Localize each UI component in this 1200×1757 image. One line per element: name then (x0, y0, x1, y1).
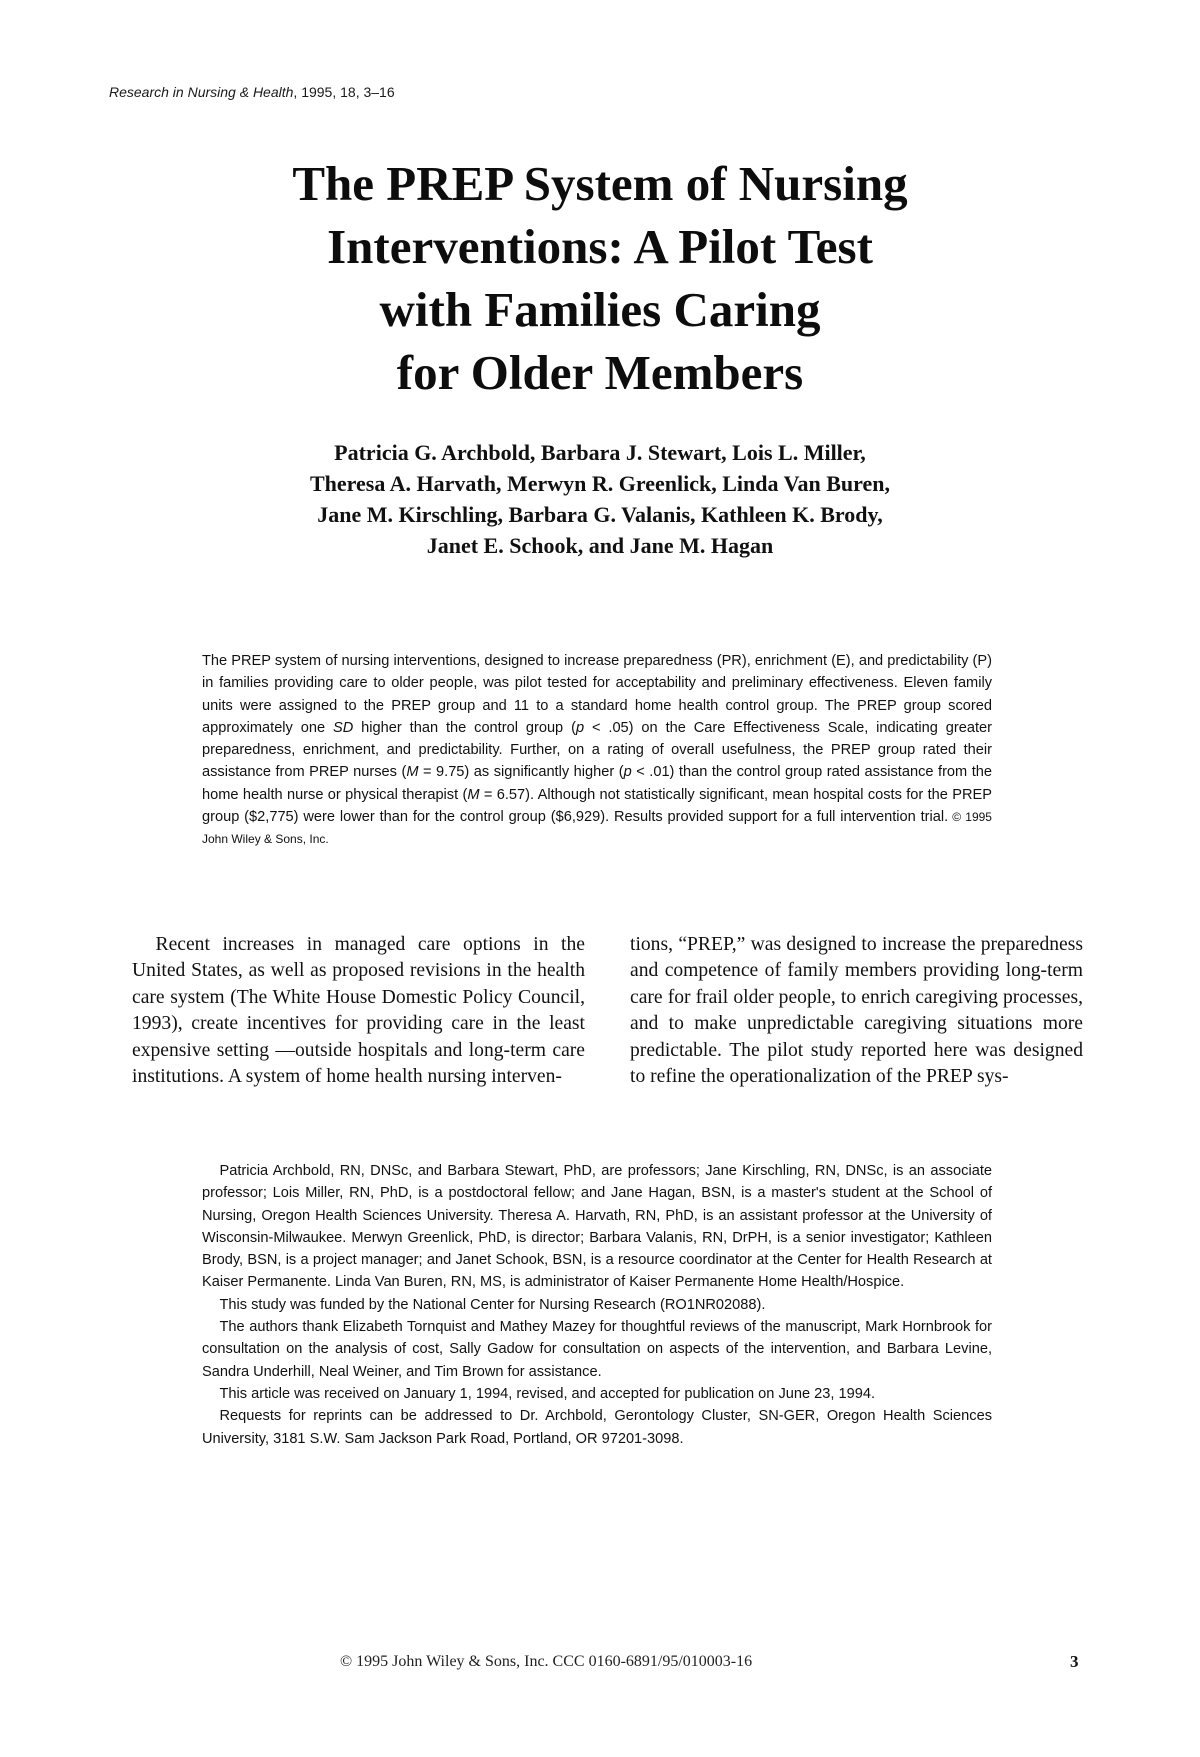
abstract-symbol: p (623, 764, 632, 781)
article-title (130, 152, 1070, 404)
body-paragraph: tions, “PREP,” was designed to increase the preparedness and competence of family members providing long-term care for frail older people, to enrich caregiving processes, and to make unpredictable caregiving situations more predictable. The pilot study reported here was designed to refine the operationalization of the PREP sys- (630, 934, 1083, 1088)
footer-copyright: © 1995 John Wiley & Sons, Inc. CCC 0160-6891/95/010003-16 (340, 1653, 753, 1670)
body-column-left (132, 932, 585, 1090)
footnote-reprints: Requests for reprints can be addressed to Dr. Archbold, Gerontology Cluster, SN-GER, Oregon Health Sciences University, 3181 S.W. Sam Jackson Park Road, Portland, OR 97201-3098. (202, 1408, 992, 1447)
footnote-received: This article was received on January 1, 1994, revised, and accepted for publication on June 23, 1994. (219, 1385, 876, 1402)
footnotes (202, 1160, 992, 1450)
author-line: Jane M. Kirschling, Barbara G. Valanis, Kathleen K. Brody, (317, 502, 883, 527)
author-list (130, 437, 1070, 561)
abstract-symbol: M (406, 764, 419, 781)
author-line: Patricia G. Archbold, Barbara J. Stewart, Lois L. Miller, (334, 440, 866, 465)
body-column-right (630, 932, 1083, 1090)
abstract-text: < .05) on the Care Effectiveness Scale, indicating greater preparedness, enrichment, and predictability. Further, on a rating of overall usefulness, the PREP group rated their assistance from PREP nurses ( (202, 719, 992, 781)
title-line: The PREP System of Nursing (292, 156, 908, 211)
journal-name: Research in Nursing & Health (109, 84, 294, 100)
abstract-symbol: SD (333, 719, 354, 736)
footnote-acknowledgments: The authors thank Elizabeth Tornquist and Mathey Mazey for thoughtful reviews of the manuscript, Mark Hornbrook for consultation on the analysis of cost, Sally Gadow for consultation on aspects of the intervention, and Barbara Levine, Sandra Underhill, Neal Weiner, and Tim Brown for assistance. (202, 1319, 992, 1380)
body-paragraph: Recent increases in managed care options in the United States, as well as proposed revisions in the health care system (The White House Domestic Policy Council, 1993), create incentives for providing care in the least expensive setting —outside hospitals and long-term care institutions. A system of home health nursing interven- (132, 934, 585, 1088)
abstract-text: higher than the control group ( (353, 719, 576, 736)
abstract-copyright: © 1995 John Wiley & Sons, Inc. (202, 810, 992, 847)
title-line: for Older Members (396, 345, 804, 400)
title-line: Interventions: A Pilot Test (327, 219, 873, 274)
abstract-text: = 9.75) as significantly higher ( (418, 764, 624, 781)
abstract-text: = 6.57). Although not statistically significant, mean hospital costs for the PREP group ($2,775) were lower than for the control group ($6,929). Results provided support for a full intervention trial. (202, 786, 992, 826)
page-number: 3 (1070, 1652, 1079, 1671)
abstract-text: The PREP system of nursing interventions, designed to increase preparedness (PR), enrichment (E), and predictability (P) in families providing care to older people, was pilot tested for acceptability and preliminary effectiveness. Eleven family units were assigned to the PREP group and 11 to a standard home health control group. The PREP group scored approximately one (202, 653, 992, 736)
footnote-funding: This study was funded by the National Center for Nursing Research (RO1NR02088). (219, 1296, 766, 1313)
journal-citation (109, 84, 395, 100)
abstract-symbol: M (467, 786, 480, 803)
author-line: Janet E. Schook, and Jane M. Hagan (426, 533, 774, 558)
author-line: Theresa A. Harvath, Merwyn R. Greenlick, Linda Van Buren, (310, 471, 890, 496)
title-line: with Families Caring (379, 282, 821, 337)
abstract-text: < .01) than the control group rated assistance from the home health nurse or physical therapist ( (202, 764, 992, 803)
abstract (202, 650, 992, 851)
journal-volume-pages: , 1995, 18, 3–16 (293, 84, 395, 100)
footnote-affiliations: Patricia Archbold, RN, DNSc, and Barbara Stewart, PhD, are professors; Jane Kirschling, RN, DNSc, is an associate professor; Lois Miller, RN, PhD, is a postdoctoral fellow; and Jane Hagan, BSN, is a master's student at the School of Nursing, Oregon Health Sciences University. Theresa A. Harvath, RN, PhD, is an assistant professor at the University of Wisconsin-Milwaukee. Merwyn Greenlick, PhD, is director; Barbara Valanis, RN, DrPH, is a senior investigator; Kathleen Brody, BSN, is a project manager; and Janet Schook, BSN, is a resource coordinator at the Center for Health Research at Kaiser Permanente. Linda Van Buren, RN, MS, is administrator of Kaiser Permanente Home Health/Hospice. (202, 1163, 992, 1291)
abstract-symbol: p (575, 719, 585, 736)
